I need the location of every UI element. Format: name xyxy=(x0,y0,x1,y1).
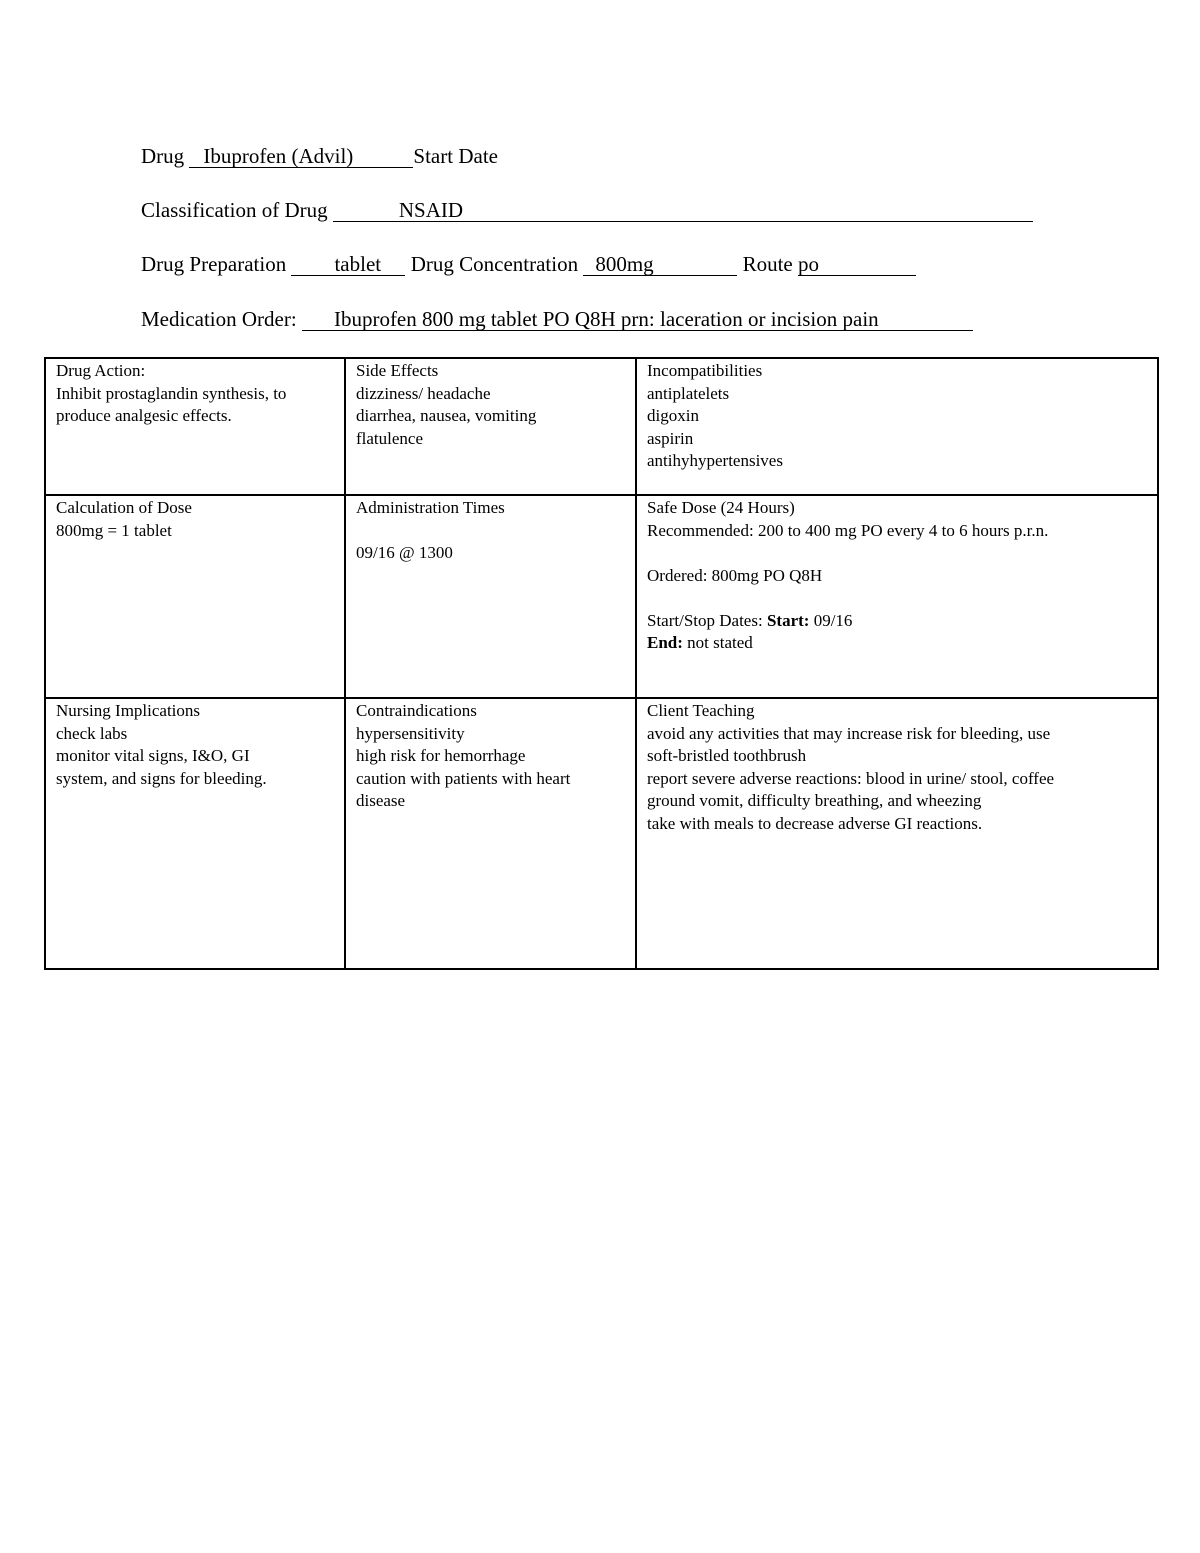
drug-value: Ibuprofen (Advil) xyxy=(203,144,354,168)
drug-card-table xyxy=(44,357,1159,970)
concentration-field[interactable] xyxy=(583,253,737,276)
preparation-field[interactable] xyxy=(291,253,405,276)
drug-line xyxy=(141,143,498,169)
client-teaching-item: soft-bristled toothbrush xyxy=(647,746,807,765)
incompatibility-item: antiplatelets xyxy=(647,383,730,403)
preparation-value: tablet xyxy=(334,252,382,276)
medication-order-field[interactable] xyxy=(302,308,973,331)
medication-order-label: Medication Order: xyxy=(141,307,297,331)
side-effect-item: dizziness/ headache xyxy=(356,383,491,403)
incompatibilities-cell xyxy=(636,358,1158,495)
side-effects-cell xyxy=(345,358,636,495)
client-teaching-cell xyxy=(636,698,1158,969)
safe-dose-dates xyxy=(647,610,1147,633)
route-label: Route xyxy=(742,252,793,276)
start-date-label: Start Date xyxy=(413,144,498,168)
medication-order-value: Ibuprofen 800 mg tablet PO Q8H prn: laceration or incision pain xyxy=(333,307,879,331)
contraindications-title: Contraindications xyxy=(356,701,477,720)
classification-label: Classification of Drug xyxy=(141,198,328,222)
side-effect-item: flatulence xyxy=(356,428,424,448)
concentration-label: Drug Concentration xyxy=(410,252,579,276)
medication-order-line xyxy=(141,306,973,332)
classification-value: NSAID xyxy=(398,198,464,222)
administration-title: Administration Times xyxy=(356,498,505,517)
side-effect-item: diarrhea, nausea, vomiting xyxy=(356,406,537,425)
drug-action-line: produce analgesic effects. xyxy=(56,406,232,425)
administration-cell xyxy=(345,495,636,698)
dates-label: Start/Stop Dates: xyxy=(647,610,763,630)
drug-action-line: Inhibit prostaglandin synthesis, to xyxy=(56,383,287,403)
nursing-implication-item: system, and signs for bleeding. xyxy=(56,768,267,788)
nursing-implications-title: Nursing Implications xyxy=(56,701,201,720)
calculation-cell xyxy=(45,495,345,698)
contraindication-item: caution with patients with heart xyxy=(356,768,571,788)
contraindication-item: hypersensitivity xyxy=(356,723,465,743)
side-effects-title: Side Effects xyxy=(356,361,439,380)
contraindications-cell xyxy=(345,698,636,969)
end-value: not stated xyxy=(687,633,753,652)
client-teaching-item: ground vomit, difficulty breathing, and wheezing xyxy=(647,791,982,810)
table-row xyxy=(45,495,1158,698)
preparation-line xyxy=(141,251,916,277)
incompatibility-item: antihyhypertensives xyxy=(647,451,783,470)
safe-dose-ordered: Ordered: 800mg PO Q8H xyxy=(647,565,823,585)
calculation-title: Calculation of Dose xyxy=(56,498,192,517)
table-row xyxy=(45,358,1158,495)
route-field[interactable] xyxy=(798,253,916,276)
nursing-implications-cell xyxy=(45,698,345,969)
drug-label: Drug xyxy=(141,144,185,168)
drug-field[interactable] xyxy=(189,145,413,168)
safe-dose-title: Safe Dose (24 Hours) xyxy=(647,498,795,517)
drug-action-title: Drug Action: xyxy=(56,361,146,380)
end-label: End: xyxy=(647,633,683,652)
client-teaching-title: Client Teaching xyxy=(647,701,755,720)
contraindication-item: high risk for hemorrhage xyxy=(356,746,526,765)
safe-dose-end xyxy=(647,632,1147,655)
nursing-implication-item: monitor vital signs, I&O, GI xyxy=(56,746,250,765)
client-teaching-item: take with meals to decrease adverse GI reactions. xyxy=(647,813,983,833)
nursing-implication-item: check labs xyxy=(56,723,128,743)
incompatibility-item: aspirin xyxy=(647,428,694,448)
concentration-value: 800mg xyxy=(595,252,654,276)
client-teaching-item: avoid any activities that may increase risk for bleeding, use xyxy=(647,723,1051,743)
administration-time: 09/16 @ 1300 xyxy=(356,543,453,562)
drug-action-cell xyxy=(45,358,345,495)
classification-line xyxy=(141,197,1033,223)
start-value: 09/16 xyxy=(813,610,853,630)
preparation-label: Drug Preparation xyxy=(141,252,287,276)
safe-dose-recommended: Recommended: 200 to 400 mg PO every 4 to 6 hours p.r.n. xyxy=(647,520,1049,540)
incompatibilities-title: Incompatibilities xyxy=(647,361,763,380)
safe-dose-cell xyxy=(636,495,1158,698)
incompatibility-item: digoxin xyxy=(647,406,699,425)
contraindication-item: disease xyxy=(356,791,406,810)
calculation-line: 800mg = 1 tablet xyxy=(56,520,172,540)
route-value: po xyxy=(798,252,820,276)
classification-field[interactable] xyxy=(333,199,1033,222)
client-teaching-item: report severe adverse reactions: blood in urine/ stool, coffee xyxy=(647,768,1055,788)
start-label: Start: xyxy=(766,610,810,630)
table-row xyxy=(45,698,1158,969)
